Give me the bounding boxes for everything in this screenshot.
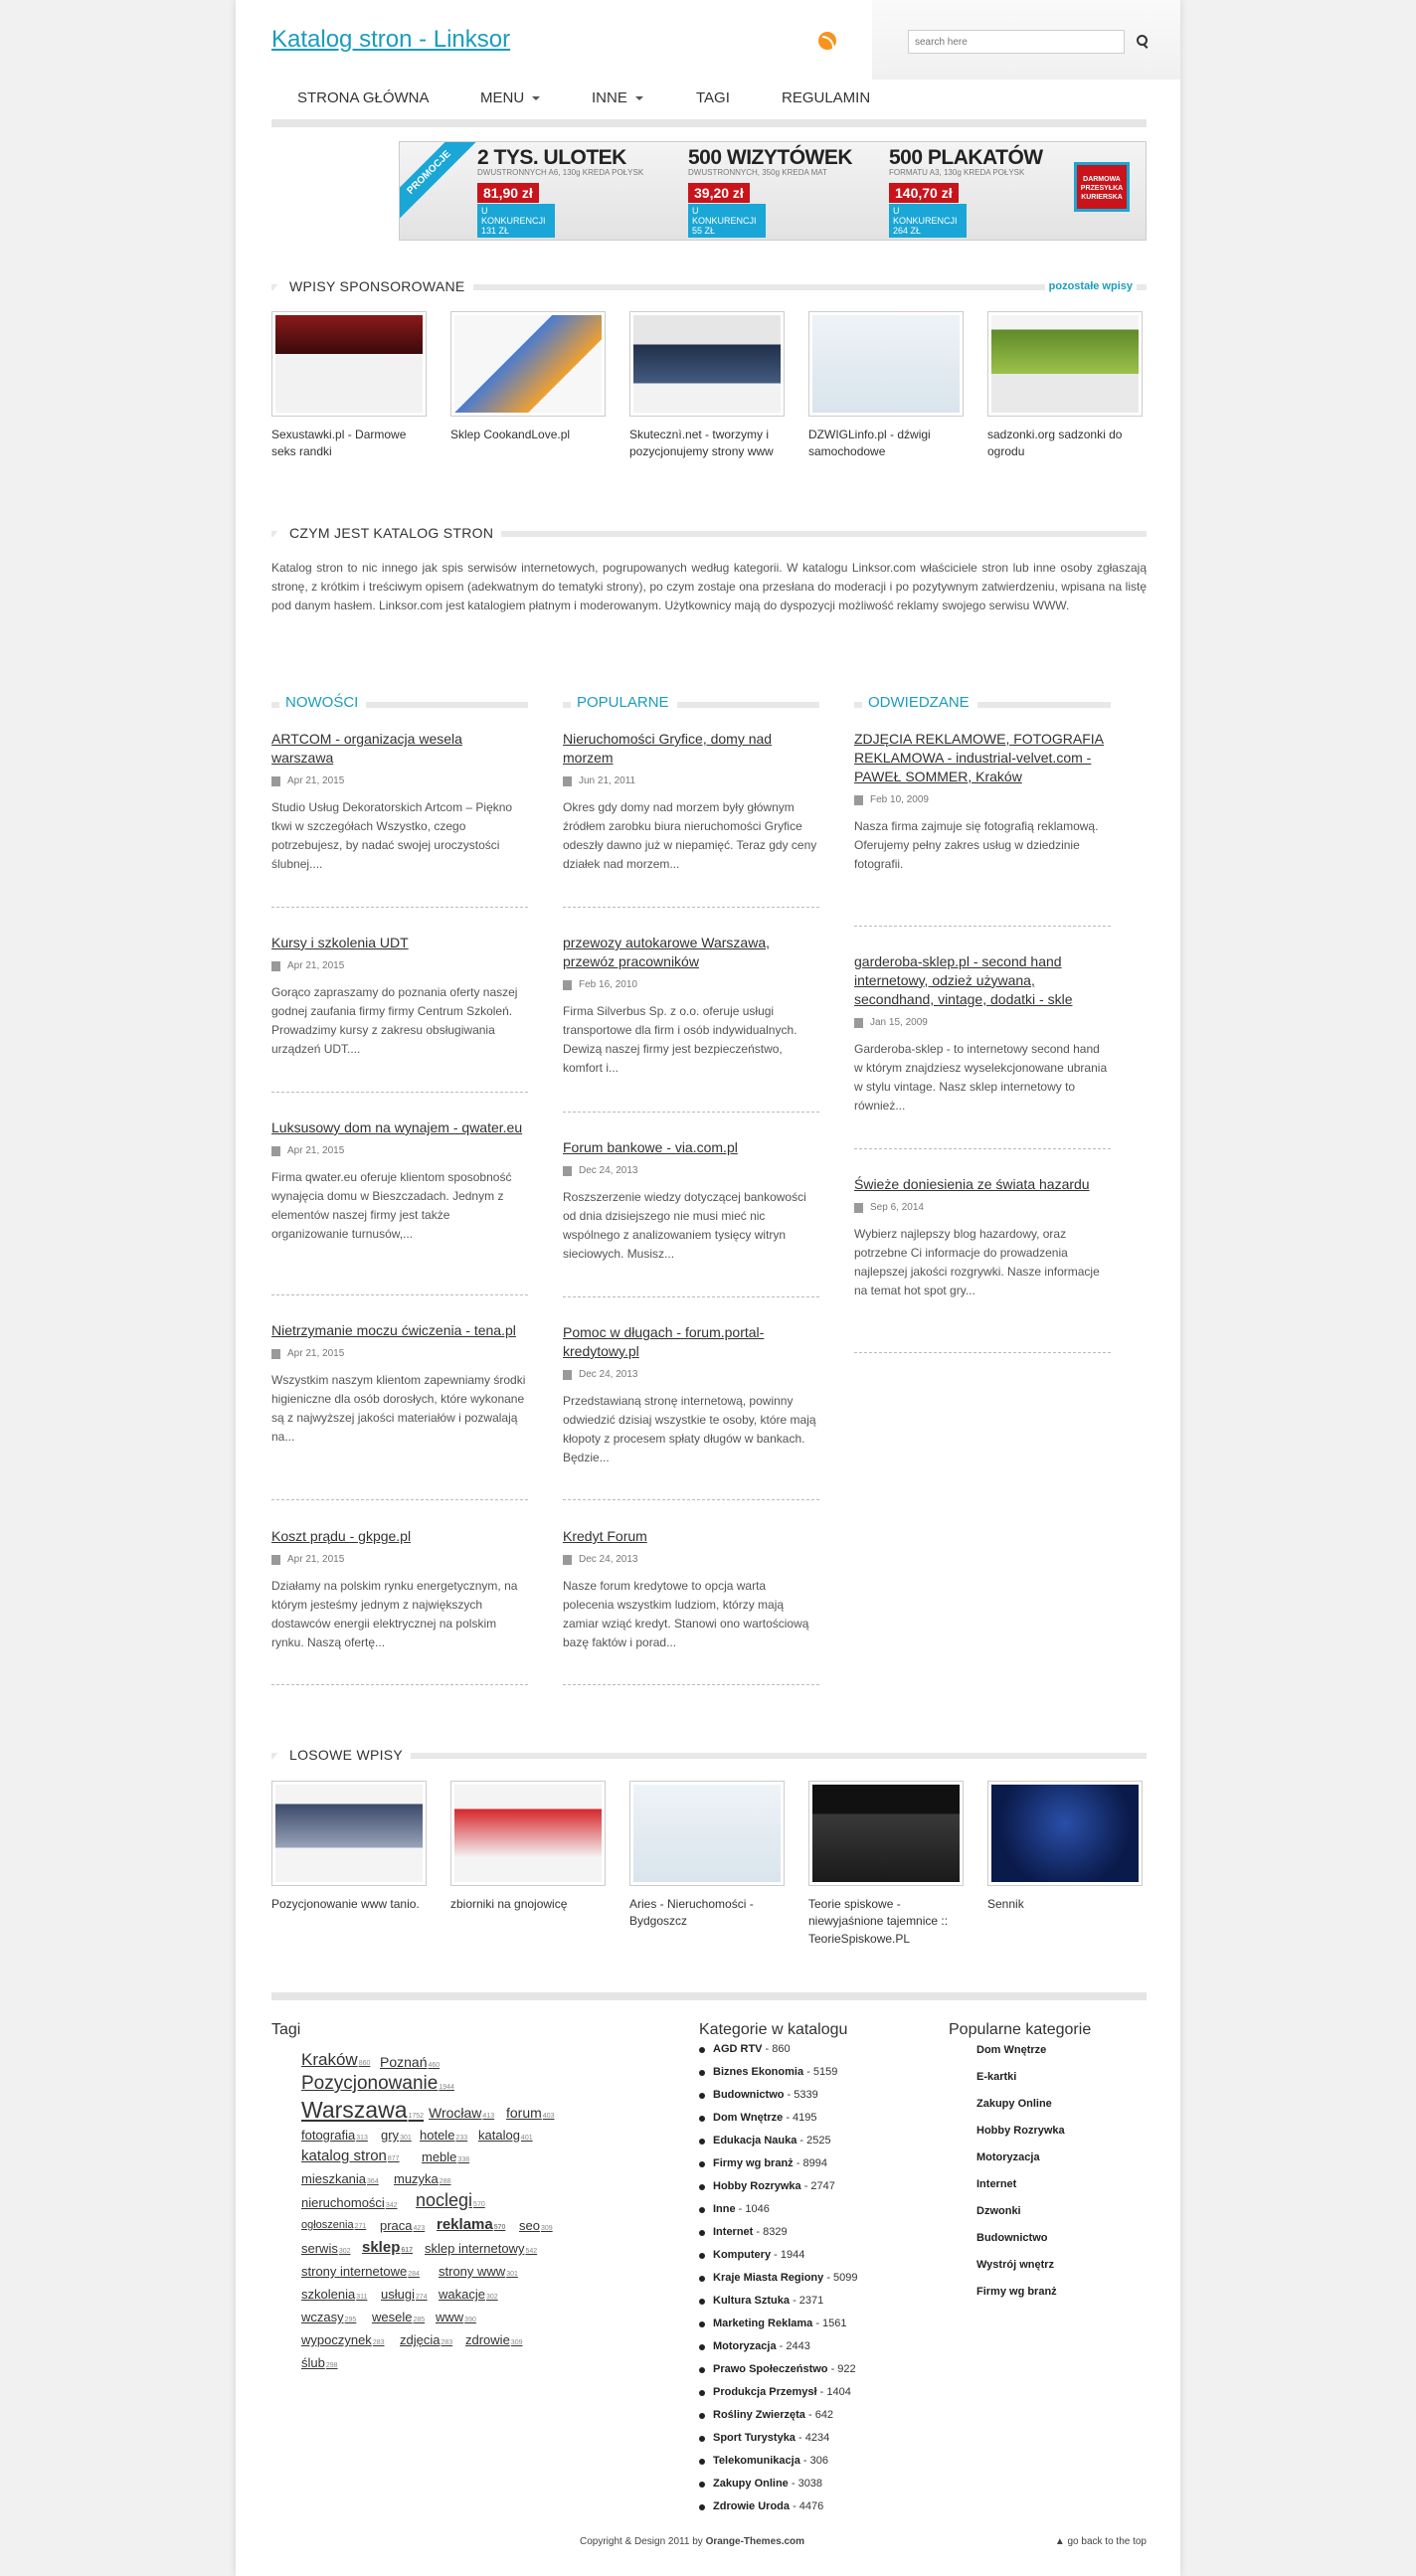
post-title-link[interactable]: ARTCOM - organizacja wesela warszawa [271,731,462,766]
site-title-link[interactable]: Katalog stron - Linksor [271,26,511,53]
category-item[interactable]: Marketing Reklama - 1561 [699,2318,858,2340]
popular-category-link[interactable]: Dom Wnętrze [976,2044,1047,2056]
tag-link[interactable]: Poznań460 [380,2054,441,2070]
promo-offer [477,146,643,238]
post-entry [563,730,819,875]
nav-item-tagi[interactable] [696,89,730,106]
post-date: Jan 15, 2009 [854,1017,1111,1028]
category-item[interactable]: Biznes Ekonomia - 5159 [699,2066,858,2089]
thumbnail-image[interactable] [808,311,964,417]
promo-subtitle: FORMATU A3, 130g KREDA POŁYSK [889,168,1025,177]
nav-item-label: MENU [480,89,525,106]
tag-link[interactable]: ogłoszenia271 [301,2219,367,2231]
sponsored-item[interactable] [450,311,608,443]
category-item[interactable]: Kraje Miasta Regiony - 5099 [699,2272,858,2295]
category-item[interactable]: Komputery - 1944 [699,2249,858,2272]
random-item[interactable] [629,1781,787,1931]
divider [563,1112,819,1113]
thumbnail-image[interactable] [987,1781,1143,1886]
promo-comparison: U KONKURENCJI 264 ZŁ [889,204,967,238]
post-title-link[interactable]: Nieruchomości Gryfice, domy nad morzem [563,731,773,766]
category-item[interactable]: Dom Wnętrze - 4195 [699,2112,858,2135]
column-nowosci [271,696,528,724]
popular-category-link[interactable]: Internet [976,2178,1017,2190]
post-date: Apr 21, 2015 [271,775,528,786]
popular-category-link[interactable]: Dzwonki [976,2205,1021,2217]
post-date: Feb 16, 2010 [563,979,819,990]
post-title-link[interactable]: Forum bankowe - via.com.pl [563,1139,738,1155]
copyright: Copyright & Design 2011 by Orange-Themes.com [580,2536,805,2547]
post-title-link[interactable]: Świeże doniesienia ze świata hazardu [854,1176,1090,1192]
tag-link[interactable]: wypoczynek283 [301,2332,385,2347]
tag-link[interactable]: strony internetowe284 [301,2264,420,2279]
post-title-link[interactable]: Pomoc w długach - forum.portal-kredytowy.pl [563,1324,765,1359]
thumbnail-image[interactable] [629,1781,785,1886]
post-date: Dec 24, 2013 [563,1369,819,1380]
section-title: WPISY SPONSOROWANE [281,278,473,294]
promo-subtitle: DWUSTRONNYCH A6, 130g KREDA POŁYSK [477,168,644,177]
sponsored-item[interactable] [271,311,429,461]
rss-icon[interactable] [818,32,836,50]
tag-link[interactable]: Pozycjonowanie1944 [301,2073,454,2094]
post-excerpt: Studio Usług Dekoratorskich Artcom – Piękno tkwi w szczegółach Wszystko, czego potrzebujesz, by nadać swojej uroczystości ślubnej.... [271,799,513,872]
promo-ribbon: PROMOCJE [399,141,479,223]
thumbnail-image[interactable] [450,311,606,417]
nav-item-label: INNE [592,89,627,106]
divider [563,1684,819,1685]
post-title-link[interactable]: Luksusowy dom na wynajem - qwater.eu [271,1119,523,1135]
section-title: LOSOWE WPISY [281,1747,411,1763]
post-entry [563,1527,819,1653]
post-excerpt: Działamy na polskim rynku energetycznym, na którym jesteśmy jednym z największych dostawców energii elektrycznej na polskim rynku. Naszą ofertę... [271,1578,518,1650]
post-excerpt: Wszystkim naszym klientom zapewniamy środki higieniczne dla osób dorosłych, które wykonane są z najwyższej jakości materiałów i pozwalają na... [271,1372,526,1445]
sponsored-item[interactable] [629,311,787,461]
post-title-link[interactable]: przewozy autokarowe Warszawa, przewóz pracowników [563,935,771,969]
random-item[interactable] [808,1781,966,1948]
divider [563,1499,819,1500]
category-item[interactable]: Kultura Sztuka - 2371 [699,2295,858,2318]
post-title-link[interactable]: Nietrzymanie moczu ćwiczenia - tena.pl [271,1322,516,1338]
thumbnail-image[interactable] [450,1781,606,1886]
tag-link[interactable]: sklep internetowy542 [425,2241,538,2256]
post-date: Dec 24, 2013 [563,1554,819,1565]
thumbnail-caption[interactable]: Teorie spiskowe - niewyjaśnione tajemnice :: TeorieSpiskowe.PL [808,1897,949,1946]
column-heading [854,696,1111,714]
tag-link[interactable]: muzyka288 [394,2171,451,2186]
tag-link[interactable]: reklama570 [437,2216,506,2233]
popular-category-link[interactable]: Hobby Rozrywka [976,2125,1065,2137]
post-excerpt: Garderoba-sklep - to internetowy second hand w którym znajdziesz wyselekcjonowane ubrania w stylu vintage. Nasz sklep internetowy to również... [854,1041,1108,1114]
promo-comparison: U KONKURENCJI 131 ZŁ [477,204,555,238]
nav-item-label: STRONA GŁÓWNA [297,89,430,106]
divider [854,1148,1111,1149]
popular-category-link[interactable]: E-kartki [976,2071,1017,2083]
tag-link[interactable]: forum403 [506,2105,555,2121]
divider [563,907,819,908]
promo-title: 2 TYS. ULOTEK [477,146,626,169]
column-heading [271,696,528,714]
chevron-down-icon [532,96,540,100]
category-item[interactable]: Budownictwo - 5339 [699,2089,858,2112]
popular-category-list [949,2044,1065,2313]
popular-category-link[interactable]: Zakupy Online [976,2098,1052,2110]
nav-item-home[interactable] [297,89,430,106]
post-entry [854,1175,1111,1301]
category-item[interactable]: Produkcja Przemysł - 1404 [699,2386,858,2409]
promo-banner[interactable] [399,141,1147,241]
promo-price: 39,20 zł [688,183,750,203]
thumbnail-caption[interactable]: Pozycjonowanie www tanio. [271,1897,420,1911]
tag-link[interactable]: sklep617 [362,2239,414,2256]
post-excerpt: Nasza firma zajmuje się fotografią reklamową. Oferujemy pełny zakres usług w dziedzinie fotografii. [854,818,1099,872]
nav-item-inne[interactable] [592,89,643,106]
post-date: Apr 21, 2015 [271,1145,528,1156]
tag-link[interactable]: fotografia313 [301,2128,368,2143]
popular-category-link[interactable]: Motoryzacja [976,2151,1040,2163]
tag-link[interactable]: nieruchomości342 [301,2195,398,2210]
divider-bar [271,1992,1147,2000]
tag-link[interactable]: meble338 [422,2149,470,2164]
about-text: Katalog stron to nic innego jak spis serwisów internetowych, pogrupowanych według kategorii. W katalogu Linksor.com właściciele stron lub inne osoby zgłaszają stronę, z krótkim i treściwym opisem (adekwatnym do tematyki strony), po czym zostaje ona przesłana do moderacji i po pozytywnym zatwierdzeniu, wpisana na listę pod danym hasłem. Linksor.com jest katalogiem płatnym i moderowanym. Użytkownicy mają do dyspozycji możliwość reklamy swojego serwisu WWW. [271,561,1147,613]
category-item[interactable]: Inne - 1046 [699,2203,858,2226]
column-title: NOWOŚCI [279,694,366,711]
tag-link[interactable]: wesele285 [372,2310,426,2324]
tag-link[interactable]: Wrocław413 [429,2105,495,2121]
search-icon[interactable] [1131,30,1154,54]
divider [854,926,1111,927]
promo-comparison: U KONKURENCJI 55 ZŁ [688,204,766,238]
divider [563,1296,819,1297]
thumbnail-caption[interactable]: Skutecznì.net - tworzymy i pozycjonujemy strony www [629,428,774,459]
post-entry [271,1118,528,1245]
tag-link[interactable]: praca423 [380,2218,426,2233]
search-input[interactable] [908,30,1125,54]
divider [271,1294,528,1295]
courier-badge: DARMOWA PRZESYŁKA KURIERSKA [1074,162,1130,212]
categories-title: Kategorie w katalogu [699,2021,848,2038]
random-heading [271,1747,1147,1765]
post-excerpt: Przedstawianą stronę internetową, powinny odwiedzić dzisiaj wszystkie te osoby, które mają kłopoty z procesem spłaty długów w bankach. Będzie... [563,1393,816,1465]
sponsored-heading [271,278,1147,296]
post-date: Apr 21, 2015 [271,960,528,971]
divider [271,1092,528,1093]
post-date: Jun 21, 2011 [563,775,819,786]
thumbnail-image[interactable] [271,311,427,417]
back-to-top-link[interactable]: ▲ go back to the top [1054,2536,1147,2547]
post-entry [271,934,528,1060]
page-container [236,0,1180,2576]
post-entry [563,934,819,1079]
post-excerpt: Gorąco zapraszamy do poznania oferty naszej godnej zaufania firmy firmy Centrum Szkoleń. Prowadzimy kursy z zakresu obsługiwania urządzeń UDT.... [271,984,518,1057]
thumbnail-caption[interactable]: Sklep CookandLove.pl [450,428,571,441]
column-title: POPULARNE [571,694,677,711]
category-item[interactable]: Hobby Rozrywka - 2747 [699,2180,858,2203]
sponsored-item[interactable] [808,311,966,461]
tag-link[interactable]: ślub298 [301,2355,338,2370]
random-item[interactable] [987,1781,1145,1913]
post-entry [271,1321,528,1448]
promo-offer [889,146,1043,238]
nav-item-label: TAGI [696,89,730,106]
category-item[interactable]: Zdrowie Uroda - 4476 [699,2500,858,2523]
post-excerpt: Firma Silverbus Sp. z o.o. oferuje usługi transportowe dla firm i osób indywidualnych. Dewizą naszej firmy jest bezpieczeństwo, komfort i... [563,1003,797,1076]
popular-category-link[interactable]: Wystrój wnętrz [976,2259,1055,2271]
divider [271,1684,528,1685]
section-title: CZYM JEST KATALOG STRON [281,525,501,541]
post-title-link[interactable]: Kursy i szkolenia UDT [271,935,409,950]
category-item[interactable]: Firmy wg branż - 8994 [699,2157,858,2180]
divider [271,1499,528,1500]
tag-link[interactable]: katalog401 [478,2128,533,2143]
popular-title: Popularne kategorie [949,2021,1092,2038]
thumbnail-caption[interactable]: zbiorniki na gnojowicę [450,1897,568,1911]
tag-link[interactable]: www390 [436,2310,476,2324]
random-item[interactable] [271,1781,429,1913]
post-entry [271,730,528,875]
column-heading [563,696,819,714]
category-item[interactable]: Edukacja Nauka - 2525 [699,2135,858,2157]
category-item[interactable]: AGD RTV - 860 [699,2043,858,2066]
post-entry [854,952,1111,1116]
post-date: Apr 21, 2015 [271,1554,528,1565]
column-popularne [563,696,819,724]
post-entry [563,1323,819,1468]
thumbnail-image[interactable] [271,1781,427,1886]
nav-item-label: REGULAMIN [782,89,871,106]
category-item[interactable]: Sport Turystyka - 4234 [699,2432,858,2455]
thumbnail-image[interactable] [987,311,1143,417]
category-item[interactable]: Telekomunikacja - 306 [699,2455,858,2478]
tag-link[interactable]: Kraków860 [301,2050,371,2069]
tag-link[interactable]: gry301 [381,2128,412,2143]
post-excerpt: Firma qwater.eu oferuje klientom sposobność wynajęcia domu w Bieszczadach. Jednym z elementów naszej firmy jest także organizowanie turnusów,... [271,1169,512,1242]
thumbnail-image[interactable] [629,311,785,417]
tags-title: Tagi [271,2021,301,2038]
random-item[interactable] [450,1781,608,1913]
thumbnail-caption[interactable]: Sexustawki.pl - Darmowe seks randki [271,428,407,459]
post-entry [563,1138,819,1265]
post-excerpt: Nasze forum kredytowe to opcja warta polecenia wszystkim ludziom, którzy mają zamiar wziąć kredyt. Stanowi ono wartościową bazę faktów i porad... [563,1578,809,1650]
thumbnail-caption[interactable]: sadzonki.org sadzonki do ogrodu [987,428,1123,459]
nav-item-regulamin[interactable] [782,89,870,106]
post-excerpt: Wybierz najlepszy blog hazardowy, oraz potrzebne Ci informacje do prowadzenia najlepszej jakości rozgrywki. Nasze informacje na temat hot spot gry... [854,1226,1100,1298]
tag-link[interactable]: szkolenia311 [301,2287,368,2302]
post-date: Feb 10, 2009 [854,794,1111,805]
column-odwiedzane [854,696,1111,724]
tag-link[interactable]: mieszkania364 [301,2171,379,2186]
promo-price: 81,90 zł [477,183,539,203]
chevron-down-icon [635,96,643,100]
nav-item-menu[interactable] [480,89,540,106]
category-item[interactable]: Internet - 8329 [699,2226,858,2249]
tag-link[interactable]: wczasy295 [301,2310,357,2324]
promo-price: 140,70 zł [889,183,959,203]
post-title-link[interactable]: garderoba-sklep.pl - second hand internetowy, odzież używana, secondhand, vintage, dodatki - skle [854,953,1073,1007]
tag-link[interactable]: Warszawa1752 [301,2097,425,2123]
category-item[interactable]: Zakupy Online - 3038 [699,2478,858,2500]
post-date: Sep 6, 2014 [854,1202,1111,1213]
about-heading [271,525,1147,543]
tag-link[interactable]: wakacje302 [439,2287,498,2302]
divider [854,1352,1111,1353]
post-entry [271,1527,528,1653]
thumbnail-caption[interactable]: DZWIGLinfo.pl - dźwigi samochodowe [808,428,931,459]
column-title: ODWIEDZANE [862,694,977,711]
more-entries-link[interactable]: pozostałe wpisy [1045,280,1137,292]
category-item[interactable]: Rośliny Zwierzęta - 642 [699,2409,858,2432]
promo-title: 500 WIZYTÓWEK [688,146,853,169]
tag-link[interactable]: noclegi570 [416,2190,485,2210]
main-nav [271,87,1147,127]
post-title-link[interactable]: ZDJĘCIA REKLAMOWE, FOTOGRAFIA REKLAMOWA - industrial-velvet.com - PAWEŁ SOMMER, Kraków [854,731,1104,784]
thumbnail-caption[interactable]: Aries - Nieruchomości - Bydgoszcz [629,1897,754,1929]
post-excerpt: Roszszerzenie wiedzy dotyczącej bankowości od dnia dzisiejszego nie musi mieć nic wspólnego z analizowaniem tysięcy witryn sieciowych. Musisz... [563,1189,806,1262]
tag-link[interactable]: zdjęcia283 [400,2332,453,2347]
tag-link[interactable]: strony www301 [439,2264,518,2279]
tag-link[interactable]: hotele233 [420,2128,468,2143]
footer-brand-link[interactable]: Orange-Themes.com [705,2536,805,2547]
post-title-link[interactable]: Kredyt Forum [563,1528,647,1544]
tag-link[interactable]: seo309 [519,2218,553,2233]
promo-offer [688,146,852,238]
post-date: Dec 24, 2013 [563,1165,819,1176]
tag-link[interactable]: serwis302 [301,2241,351,2256]
category-item[interactable]: Motoryzacja - 2443 [699,2340,858,2363]
post-entry [854,730,1111,874]
thumbnail-image[interactable] [808,1781,964,1886]
popular-category-link[interactable]: Firmy wg branż [976,2286,1057,2298]
thumbnail-caption[interactable]: Sennik [987,1897,1024,1911]
divider [271,907,528,908]
promo-subtitle: DWUSTRONNYCH, 350g KREDA MAT [688,168,827,177]
tag-link[interactable]: usługi274 [381,2287,428,2302]
promo-title: 500 PLAKATÓW [889,146,1043,169]
tag-link[interactable]: katalog stron877 [301,2147,400,2164]
post-excerpt: Okres gdy domy nad morzem były głównym źródłem zarobku biura nieruchomości Gryfice odeszły dawno już w niepamięć. Teraz gdy ceny działek nad morzem... [563,799,817,872]
post-title-link[interactable]: Koszt prądu - gkpge.pl [271,1528,412,1544]
category-list [699,2043,858,2523]
post-date: Apr 21, 2015 [271,1348,528,1359]
tag-link[interactable]: zdrowie309 [465,2332,523,2347]
category-item[interactable]: Prawo Społeczeństwo - 922 [699,2363,858,2386]
sponsored-item[interactable] [987,311,1145,461]
popular-category-link[interactable]: Budownictwo [976,2232,1048,2244]
